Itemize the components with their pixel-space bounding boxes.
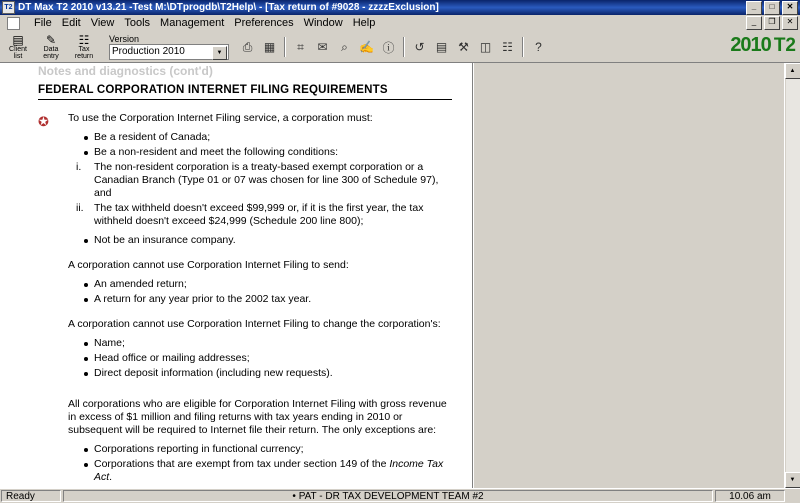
menu-item-window[interactable]: Window: [299, 16, 348, 30]
section1-intro: To use the Corporation Internet Filing service, a corporation must:: [68, 112, 452, 125]
section1-subconditions: [68, 161, 452, 228]
client-list-label1: Client: [9, 46, 27, 53]
cannot-send-list: [68, 278, 452, 306]
app-icon: T2: [2, 1, 15, 14]
notes-icon[interactable]: ✍: [356, 37, 377, 58]
income-tax-act-italic: Income Tax Act: [94, 458, 443, 483]
subcondition-text: The tax withheld doesn't exceed $99,999 or, if it is the first year, the tax withheld doesn't exceed $24,999 (Schedule 200 line 800);: [94, 202, 423, 227]
status-bar: [0, 488, 800, 503]
section1-title: FEDERAL CORPORATION INTERNET FILING REQUIREMENTS: [38, 84, 452, 96]
cannot-change-intro: A corporation cannot use Corporation Internet Filing to change the corporation's:: [68, 318, 452, 331]
folder-icon[interactable]: ▤: [431, 37, 452, 58]
client-list-icon: ▤: [12, 34, 23, 46]
right-empty-pane: [473, 63, 784, 488]
section1-requirements-tail: [68, 234, 452, 247]
menu-item-help[interactable]: Help: [348, 16, 381, 30]
calculator-icon[interactable]: ⌗: [290, 37, 311, 58]
document-pane[interactable]: [0, 63, 473, 488]
list-item: Name;: [84, 337, 452, 350]
version-selector-group: [109, 35, 229, 60]
efile-icon[interactable]: ✉: [312, 37, 333, 58]
list-item: Corporations reporting in functional currency;: [84, 443, 452, 456]
section1-intro-row: [38, 112, 452, 488]
brand-product: T2: [774, 35, 796, 57]
toolbar-icon-row: [237, 37, 549, 58]
preview-icon[interactable]: ▦: [259, 37, 280, 58]
version-label: Version: [109, 35, 229, 44]
status-ready: Ready: [1, 490, 61, 502]
status-time: 10.06 am: [715, 490, 785, 502]
inner-minimize-button[interactable]: _: [746, 16, 762, 30]
list-item: [94, 202, 452, 228]
history-icon[interactable]: ↺: [409, 37, 430, 58]
roman-numeral: i.: [76, 161, 92, 174]
client-list-button[interactable]: [2, 33, 34, 61]
scroll-up-button[interactable]: ▲: [785, 63, 800, 79]
version-select[interactable]: [109, 44, 229, 60]
roman-numeral: ii.: [76, 202, 92, 215]
menu-item-tools[interactable]: Tools: [119, 16, 155, 30]
window-title-bar: [0, 0, 800, 15]
minimize-button[interactable]: _: [746, 1, 762, 15]
chevron-down-icon[interactable]: ▼: [212, 46, 227, 60]
scrollbar-track[interactable]: [786, 79, 800, 472]
menu-item-preferences[interactable]: Preferences: [229, 16, 298, 30]
toolbar-separator-1: [284, 37, 286, 57]
list-item: Be a resident of Canada;: [84, 131, 452, 144]
tax-return-label2: return: [75, 53, 93, 60]
list-item: [94, 161, 452, 200]
toolbar-main-buttons: [0, 33, 103, 61]
print-icon[interactable]: ⎙: [237, 37, 258, 58]
globe-icon[interactable]: ☷: [497, 37, 518, 58]
vertical-scrollbar[interactable]: [784, 63, 800, 488]
menu-bar: [0, 15, 800, 32]
diagnostic-icon: ✪: [38, 112, 68, 488]
menu-document-icon-wrap: [2, 16, 29, 31]
list-item: Head office or mailing addresses;: [84, 352, 452, 365]
tools-icon[interactable]: ⚒: [453, 37, 474, 58]
tax-return-button[interactable]: [68, 33, 100, 61]
pencil-icon: ✎: [46, 34, 56, 46]
maximize-button[interactable]: □: [764, 1, 780, 15]
exceptions-list: [68, 443, 452, 484]
window-buttons: [746, 1, 798, 15]
status-center-message: • PAT - DR TAX DEVELOPMENT TEAM #2: [63, 490, 713, 502]
search-icon[interactable]: ⌕: [334, 37, 355, 58]
mandatory-paragraph: All corporations who are eligible for Corporation Internet Filing with gross revenue in excess of $1 million and filing returns with tax years ending in 2010 or subsequent will be required to Internet file their return. The only exceptions are:: [68, 398, 452, 437]
window-title: DT Max T2 2010 v13.21 -Test M:\DTprogdb\T2Help\ - [Tax return of #9028 - zzzzExclusion]: [18, 2, 746, 13]
tax-return-label1: Tax: [79, 46, 90, 53]
list-item: Corporations that are exempt from tax under section 149 of the Income Tax Act.: [84, 458, 452, 484]
mdi-window-buttons: [746, 16, 798, 30]
tax-return-icon: ☷: [79, 34, 90, 46]
toolbar-separator-2: [403, 37, 405, 57]
data-entry-button[interactable]: [35, 33, 67, 61]
section1-requirements-list: [68, 131, 452, 159]
brand-logo: [730, 34, 796, 57]
version-value: Production 2010: [112, 46, 185, 57]
main-toolbar: [0, 32, 800, 63]
document-icon: [7, 17, 20, 30]
section1-rule: [38, 99, 452, 100]
menu-item-edit[interactable]: Edit: [57, 16, 86, 30]
toolbar-separator-3: [522, 37, 524, 57]
faded-heading: Notes and diagnostics (cont'd): [38, 63, 452, 78]
scroll-down-button[interactable]: ▼: [785, 472, 800, 488]
menu-item-file[interactable]: File: [29, 16, 57, 30]
inner-restore-button[interactable]: ❐: [764, 16, 780, 30]
help-icon[interactable]: ?: [528, 37, 549, 58]
menu-item-management[interactable]: Management: [155, 16, 229, 30]
list-item: Be a non-resident and meet the following conditions:: [84, 146, 452, 159]
cannot-change-list: [68, 337, 452, 380]
data-entry-label1: Data: [44, 46, 59, 53]
menu-item-view[interactable]: View: [86, 16, 120, 30]
list-item: An amended return;: [84, 278, 452, 291]
section1-intro-block: [68, 112, 452, 488]
inner-close-button[interactable]: ✕: [782, 16, 798, 30]
list-item: Direct deposit information (including new requests).: [84, 367, 452, 380]
data-entry-label2: entry: [43, 53, 59, 60]
info-icon[interactable]: ⓘ: [378, 37, 399, 58]
document-content: [0, 63, 472, 488]
chart-icon[interactable]: ◫: [475, 37, 496, 58]
list-item: A return for any year prior to the 2002 tax year.: [84, 293, 452, 306]
client-list-label2: list: [14, 53, 23, 60]
brand-year: 2010: [730, 34, 771, 57]
list-item: Not be an insurance company.: [84, 234, 452, 247]
cannot-send-intro: A corporation cannot use Corporation Internet Filing to send:: [68, 259, 452, 272]
subcondition-text: The non-resident corporation is a treaty-based exempt corporation or a Canadian Branch (Type 01 or 07 was chosen for line 300 of Schedule 97), and: [94, 161, 438, 199]
workspace: [0, 63, 800, 488]
close-button[interactable]: ✕: [782, 1, 798, 15]
